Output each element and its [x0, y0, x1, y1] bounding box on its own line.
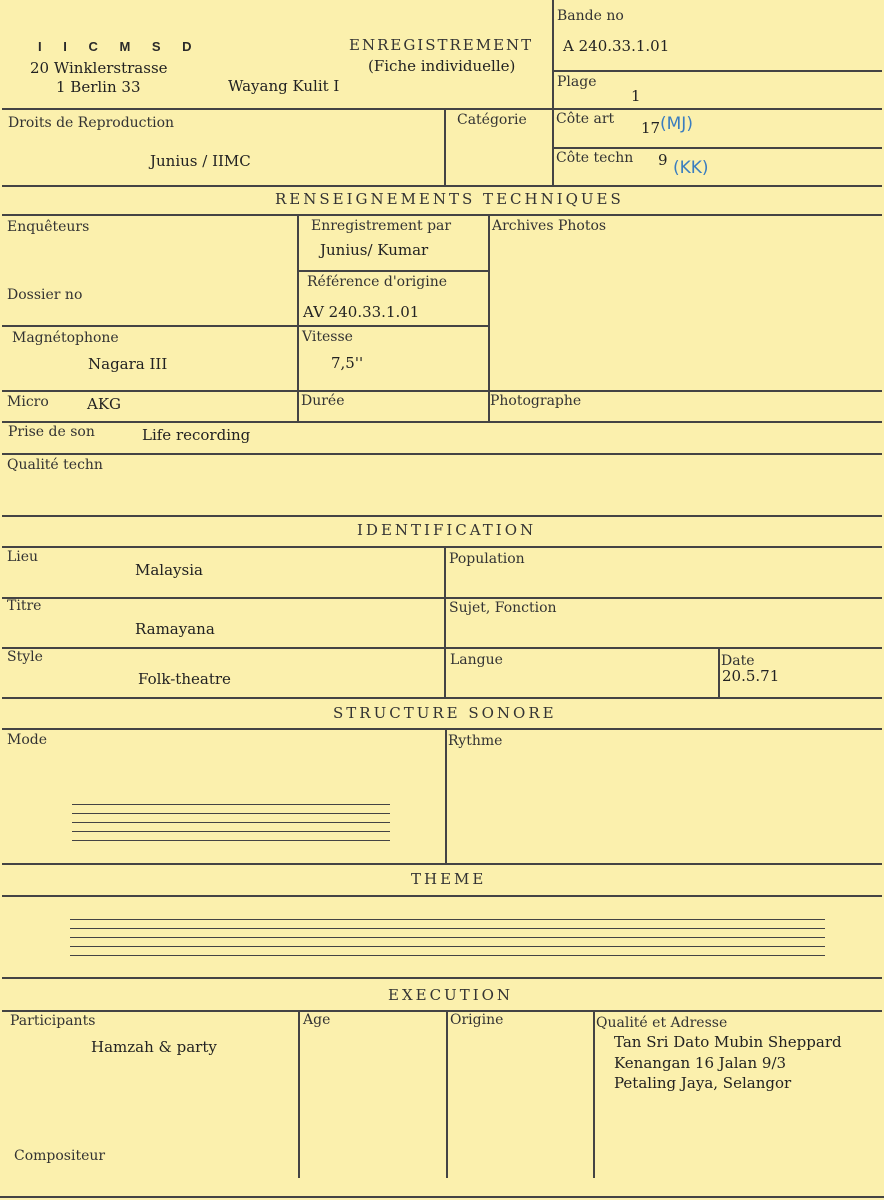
divider	[2, 185, 882, 187]
titre-label: Titre	[7, 598, 42, 614]
cote-art-handwritten-note: (MJ)	[660, 114, 693, 134]
section-header-technical: RENSEIGNEMENTS TECHNIQUES	[275, 190, 624, 208]
divider	[2, 515, 882, 517]
section-header-identification: IDENTIFICATION	[357, 521, 537, 539]
divider	[297, 214, 299, 422]
divider	[2, 728, 882, 730]
divider	[2, 214, 882, 216]
qualite-adresse-label: Qualité et Adresse	[596, 1015, 728, 1031]
form-subtitle: (Fiche individuelle)	[368, 57, 516, 75]
categorie-label: Catégorie	[457, 112, 527, 128]
divider	[593, 1010, 595, 1178]
lieu-value: Malaysia	[135, 561, 203, 579]
staff-line	[72, 804, 390, 805]
cote-techn-label: Côte techn	[556, 150, 634, 166]
cote-techn-value: 9	[658, 151, 668, 169]
program-name: Wayang Kulit I	[228, 77, 340, 95]
divider	[2, 390, 882, 392]
staff-line	[72, 831, 390, 832]
divider	[0, 1196, 884, 1198]
staff-line	[70, 946, 825, 947]
date-value: 20.5.71	[722, 667, 780, 685]
reference-value: AV 240.33.1.01	[303, 303, 420, 321]
rights-value: Junius / IIMC	[150, 152, 251, 170]
population-label: Population	[449, 551, 525, 567]
org-address-line2: 1 Berlin 33	[56, 78, 141, 96]
staff-line	[72, 822, 390, 823]
magnetophone-label: Magnétophone	[12, 330, 119, 346]
bande-label: Bande no	[557, 8, 624, 24]
magnetophone-value: Nagara III	[88, 355, 168, 373]
section-header-structure: STRUCTURE SONORE	[333, 704, 557, 722]
divider	[444, 546, 446, 697]
participants-label: Participants	[10, 1013, 96, 1029]
sujet-label: Sujet, Fonction	[449, 600, 557, 616]
divider	[2, 863, 882, 865]
divider	[2, 977, 882, 979]
section-header-theme: THEME	[411, 870, 487, 888]
qualite-techn-label: Qualité techn	[7, 457, 103, 473]
address-line-1: Tan Sri Dato Mubin Sheppard	[614, 1033, 842, 1051]
divider	[2, 453, 882, 455]
divider	[445, 728, 447, 863]
enqueteurs-label: Enquêteurs	[7, 219, 90, 235]
mode-label: Mode	[7, 732, 48, 748]
divider	[2, 421, 882, 423]
recorded-by-value: Junius/ Kumar	[320, 241, 429, 259]
divider	[298, 1010, 300, 1178]
divider	[553, 147, 882, 149]
divider	[446, 1010, 448, 1178]
divider	[488, 214, 490, 422]
rythme-label: Rythme	[448, 733, 503, 749]
staff-line	[70, 937, 825, 938]
prise-de-son-label: Prise de son	[8, 424, 95, 440]
divider	[552, 0, 554, 185]
staff-line	[72, 813, 390, 814]
cote-techn-handwritten-note: (KK)	[673, 158, 709, 178]
photographe-label: Photographe	[490, 393, 582, 409]
cote-art-value: 17	[641, 119, 661, 137]
divider	[444, 108, 446, 185]
address-line-3: Petaling Jaya, Selangor	[614, 1074, 792, 1092]
staff-line	[72, 840, 390, 841]
cote-art-label: Côte art	[556, 111, 615, 127]
style-value: Folk-theatre	[138, 670, 231, 688]
langue-label: Langue	[450, 652, 503, 668]
divider	[718, 647, 720, 697]
org-address-line1: 20 Winklerstrasse	[30, 59, 168, 77]
archives-photos-label: Archives Photos	[492, 218, 607, 234]
lieu-label: Lieu	[7, 549, 39, 565]
divider	[2, 895, 882, 897]
micro-value: AKG	[87, 395, 122, 413]
staff-line	[70, 955, 825, 956]
dossier-label: Dossier no	[7, 287, 83, 303]
bande-value: A 240.33.1.01	[563, 37, 670, 55]
age-label: Age	[303, 1012, 331, 1028]
reference-label: Référence d'origine	[307, 274, 448, 290]
org-name: I I C M S D	[38, 39, 201, 54]
section-header-execution: EXECUTION	[388, 986, 514, 1004]
form-title: ENREGISTREMENT	[349, 36, 534, 54]
recorded-by-label: Enregistrement par	[311, 218, 452, 234]
origine-label: Origine	[450, 1012, 504, 1028]
compositeur-label: Compositeur	[14, 1148, 106, 1164]
plage-label: Plage	[557, 74, 597, 90]
divider	[553, 70, 882, 72]
prise-de-son-value: Life recording	[142, 426, 251, 444]
duree-label: Durée	[301, 393, 345, 409]
divider	[2, 597, 882, 599]
titre-value: Ramayana	[135, 620, 215, 638]
divider	[2, 1010, 882, 1012]
address-line-2: Kenangan 16 Jalan 9/3	[614, 1054, 787, 1072]
staff-line	[70, 919, 825, 920]
rights-label: Droits de Reproduction	[8, 115, 175, 131]
divider	[2, 647, 882, 649]
vitesse-label: Vitesse	[302, 329, 353, 345]
staff-line	[70, 928, 825, 929]
divider	[2, 546, 882, 548]
divider	[2, 697, 882, 699]
date-label: Date	[721, 653, 755, 669]
divider	[298, 270, 488, 272]
participants-value: Hamzah & party	[91, 1038, 217, 1056]
micro-label: Micro	[7, 394, 49, 410]
style-label: Style	[7, 649, 43, 665]
vitesse-value: 7,5''	[331, 354, 364, 372]
divider	[2, 108, 882, 110]
plage-value: 1	[631, 87, 641, 105]
divider	[2, 325, 489, 327]
